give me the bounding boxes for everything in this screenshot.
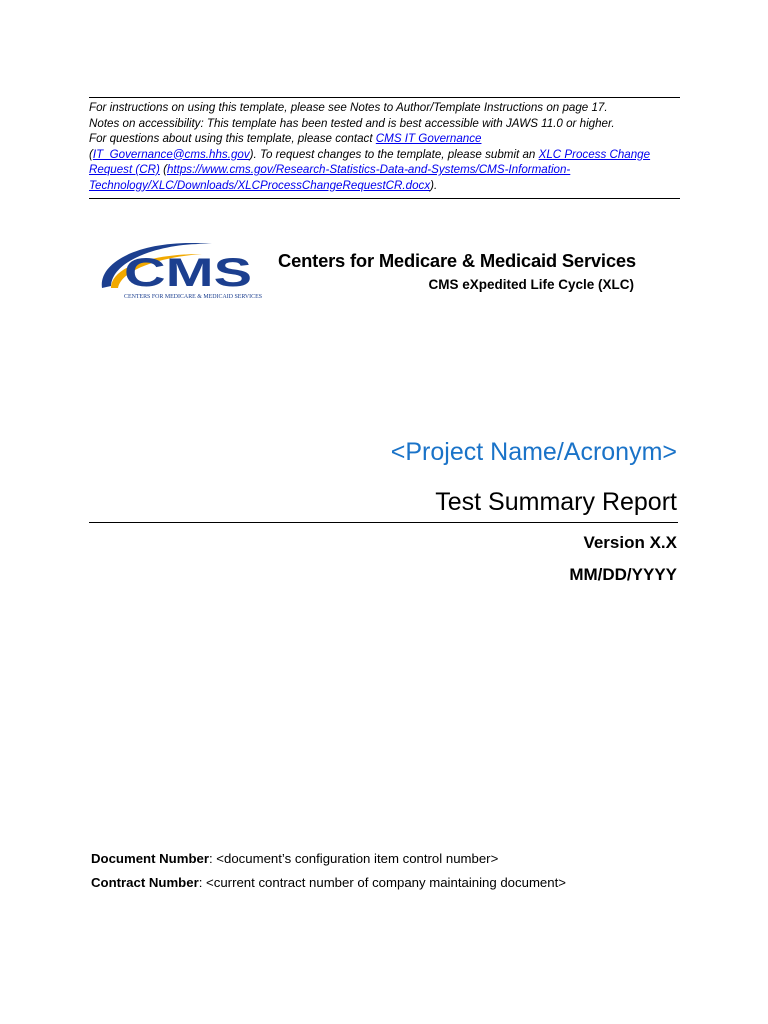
instructions-line-2: Notes on accessibility: This template has been tested and is best accessible with JAWS 11.0 or higher.	[89, 116, 615, 130]
lifecycle-name: CMS eXpedited Life Cycle (XLC)	[428, 277, 634, 292]
project-name: <Project Name/Acronym>	[390, 438, 677, 466]
contract-number-label: Contract Number	[91, 875, 199, 890]
title-divider	[89, 522, 678, 523]
instructions-request-text: ). To request changes to the template, please submit an	[249, 147, 539, 161]
cms-logo	[96, 236, 266, 302]
governance-email-link[interactable]: IT_Governance@cms.hhs.gov	[92, 147, 250, 161]
logo-wordmark: CMS	[124, 251, 252, 295]
document-date: MM/DD/YYYY	[569, 565, 677, 584]
change-request-url-link[interactable]: https://www.cms.gov/Research-Statistics-Data-and-Systems/CMS-Information-Technology/XLC/Downloads/XLCProcessChangeRequestCR.docx	[89, 163, 571, 192]
closing-text: ).	[430, 178, 438, 192]
instructions-line-1: For instructions on using this template, please see Notes to Author/Template Instructions on page 17.	[89, 101, 608, 114]
document-number	[91, 851, 498, 866]
agency-name: Centers for Medicare & Medicaid Services	[278, 250, 636, 271]
xlc-change-request-link[interactable]: XLC Process Change Request (CR)	[89, 147, 651, 176]
open-paren: (	[89, 147, 93, 161]
paren-text: (	[159, 163, 167, 176]
document-title: Test Summary Report	[435, 488, 677, 516]
document-version: Version X.X	[583, 533, 677, 552]
document-number-label: Document Number	[91, 851, 209, 866]
cms-it-governance-link[interactable]: CMS IT Governance	[375, 132, 482, 145]
template-instructions	[89, 97, 680, 199]
document-number-value: : <document’s configuration item control number>	[208, 851, 499, 866]
logo-tagline: CENTERS FOR MEDICARE & MEDICAID SERVICES	[124, 293, 263, 300]
instructions-line-3: For questions about using this template, please contact	[89, 132, 376, 145]
contract-number	[91, 875, 566, 890]
contract-number-value: : <current contract number of company maintaining document>	[198, 875, 566, 890]
